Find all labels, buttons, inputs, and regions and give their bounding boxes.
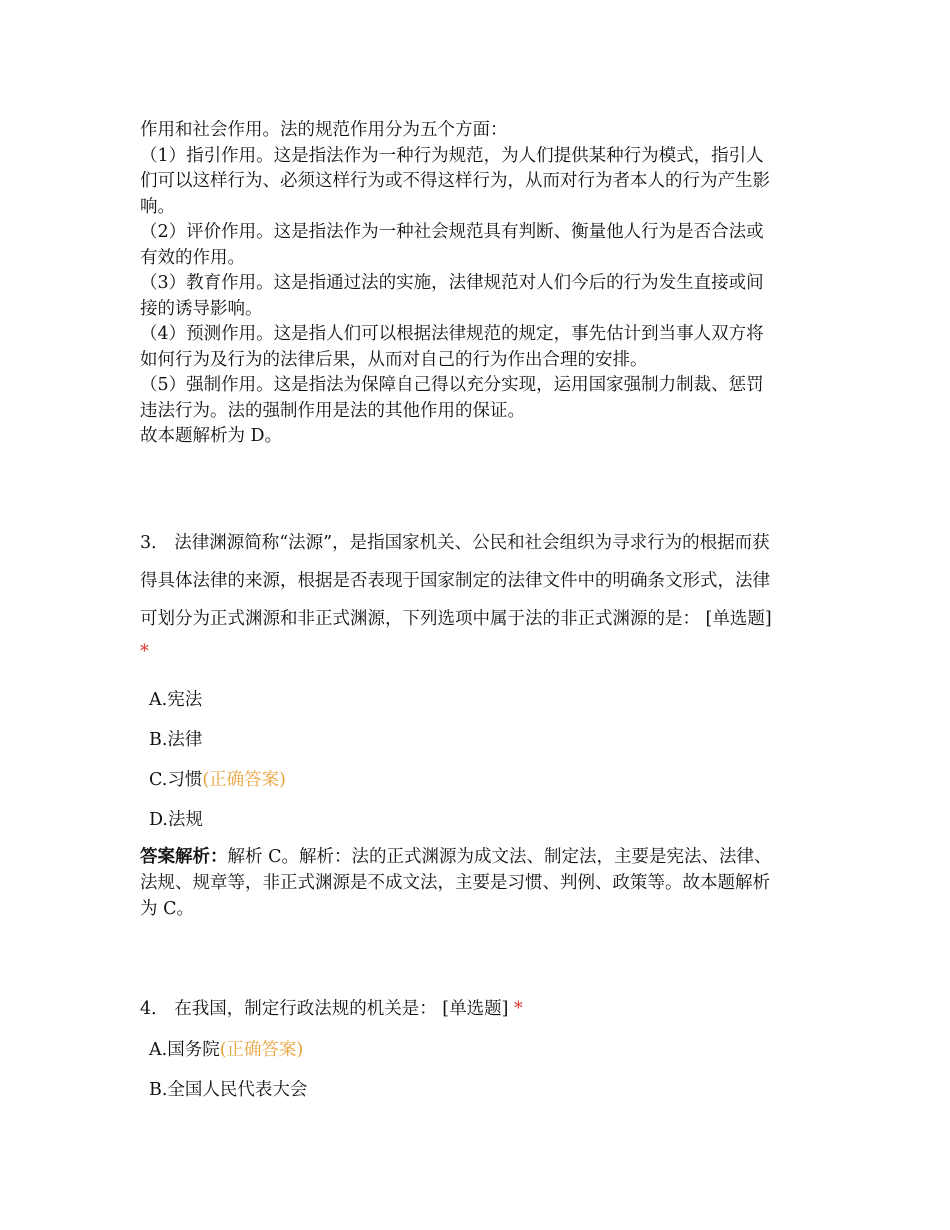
analysis-line: 法规、规章等，非正式渊源是不成文法，主要是习惯、判例、政策等。故本题解析 — [140, 872, 770, 893]
intro-line: （4）预测作用。这是指人们可以根据法律规范的规定，事先估计到当事人双方将 — [140, 324, 764, 344]
intro-line: （2）评价作用。这是指法作为一种社会规范具有判断、衡量他人行为是否合法或 — [140, 222, 764, 242]
intro-line: 如何行为及行为的法律后果，从而对自己的行为作出合理的安排。 — [140, 349, 648, 370]
option-label: A.国务院 — [149, 1039, 220, 1060]
intro-line: 作用和社会作用。法的规范作用分为五个方面： — [140, 120, 508, 140]
intro-line: （5）强制作用。这是指法为保障自己得以充分实现，运用国家强制力制裁、惩罚 — [140, 375, 764, 395]
analysis-line: 为 C。 — [140, 898, 194, 919]
intro-line: 们可以这样行为、必须这样行为或不得这样行为，从而对行为者本人的行为产生影 — [140, 171, 770, 191]
analysis-line — [140, 844, 820, 870]
option-label: D.法规 — [149, 809, 203, 830]
intro-line: （1）指引作用。这是指法作为一种行为规范，为人们提供某种行为模式，指引人 — [140, 145, 764, 166]
intro-section — [140, 118, 820, 450]
question-4 — [140, 990, 820, 1102]
option-d[interactable] — [149, 808, 820, 832]
intro-line: 有效的作用。 — [140, 247, 245, 268]
analysis-text: 解析 C。解析：法的正式渊源为成文法、制定法，主要是宪法、法律、 — [227, 846, 772, 867]
intro-line: （3）教育作用。这是指通过法的实施，法律规范对人们今后的行为发生直接或间 — [140, 273, 764, 293]
option-label: C.习惯 — [149, 769, 203, 790]
intro-conclusion: 故本题解析为 D。 — [140, 426, 283, 446]
correct-answer-tag: (正确答案) — [219, 1039, 304, 1060]
question-3-required-row — [140, 638, 820, 666]
correct-answer-tag: (正确答案) — [202, 769, 286, 790]
question-3-line: 得具体法律的来源，根据是否表现于国家制定的法律文件中的明确条文形式，法律 — [140, 570, 770, 591]
question-4-line — [140, 990, 820, 1028]
intro-line: 违法行为。法的强制作用是法的其他作用的保证。 — [140, 400, 525, 421]
document-page — [140, 118, 820, 1118]
question-3-line: 3． 法律渊源简称“法源”，是指国家机关、公民和社会组织为寻求行为的根据而获 — [140, 532, 770, 553]
required-mark: * — [140, 641, 149, 662]
intro-line: 接的诱导影响。 — [140, 298, 263, 319]
option-label: A.宪法 — [149, 689, 203, 710]
analysis-label: 答案解析： — [140, 846, 228, 867]
answer-analysis — [140, 844, 820, 922]
option-label: B.全国人民代表大会 — [149, 1079, 308, 1100]
option-a[interactable] — [149, 688, 820, 712]
option-a[interactable] — [149, 1038, 820, 1062]
question-4-text: 4． 在我国，制定行政法规的机关是： [单选题] — [140, 998, 509, 1019]
option-b[interactable] — [149, 1078, 820, 1102]
question-3-line: 可划分为正式渊源和非正式渊源，下列选项中属于法的非正式渊源的是： [单选题] — [140, 608, 772, 629]
required-mark: * — [514, 998, 523, 1019]
option-c[interactable] — [149, 768, 820, 792]
intro-line: 响。 — [140, 196, 175, 217]
question-3 — [140, 524, 820, 922]
option-b[interactable] — [149, 728, 820, 752]
option-label: B.法律 — [149, 729, 203, 750]
